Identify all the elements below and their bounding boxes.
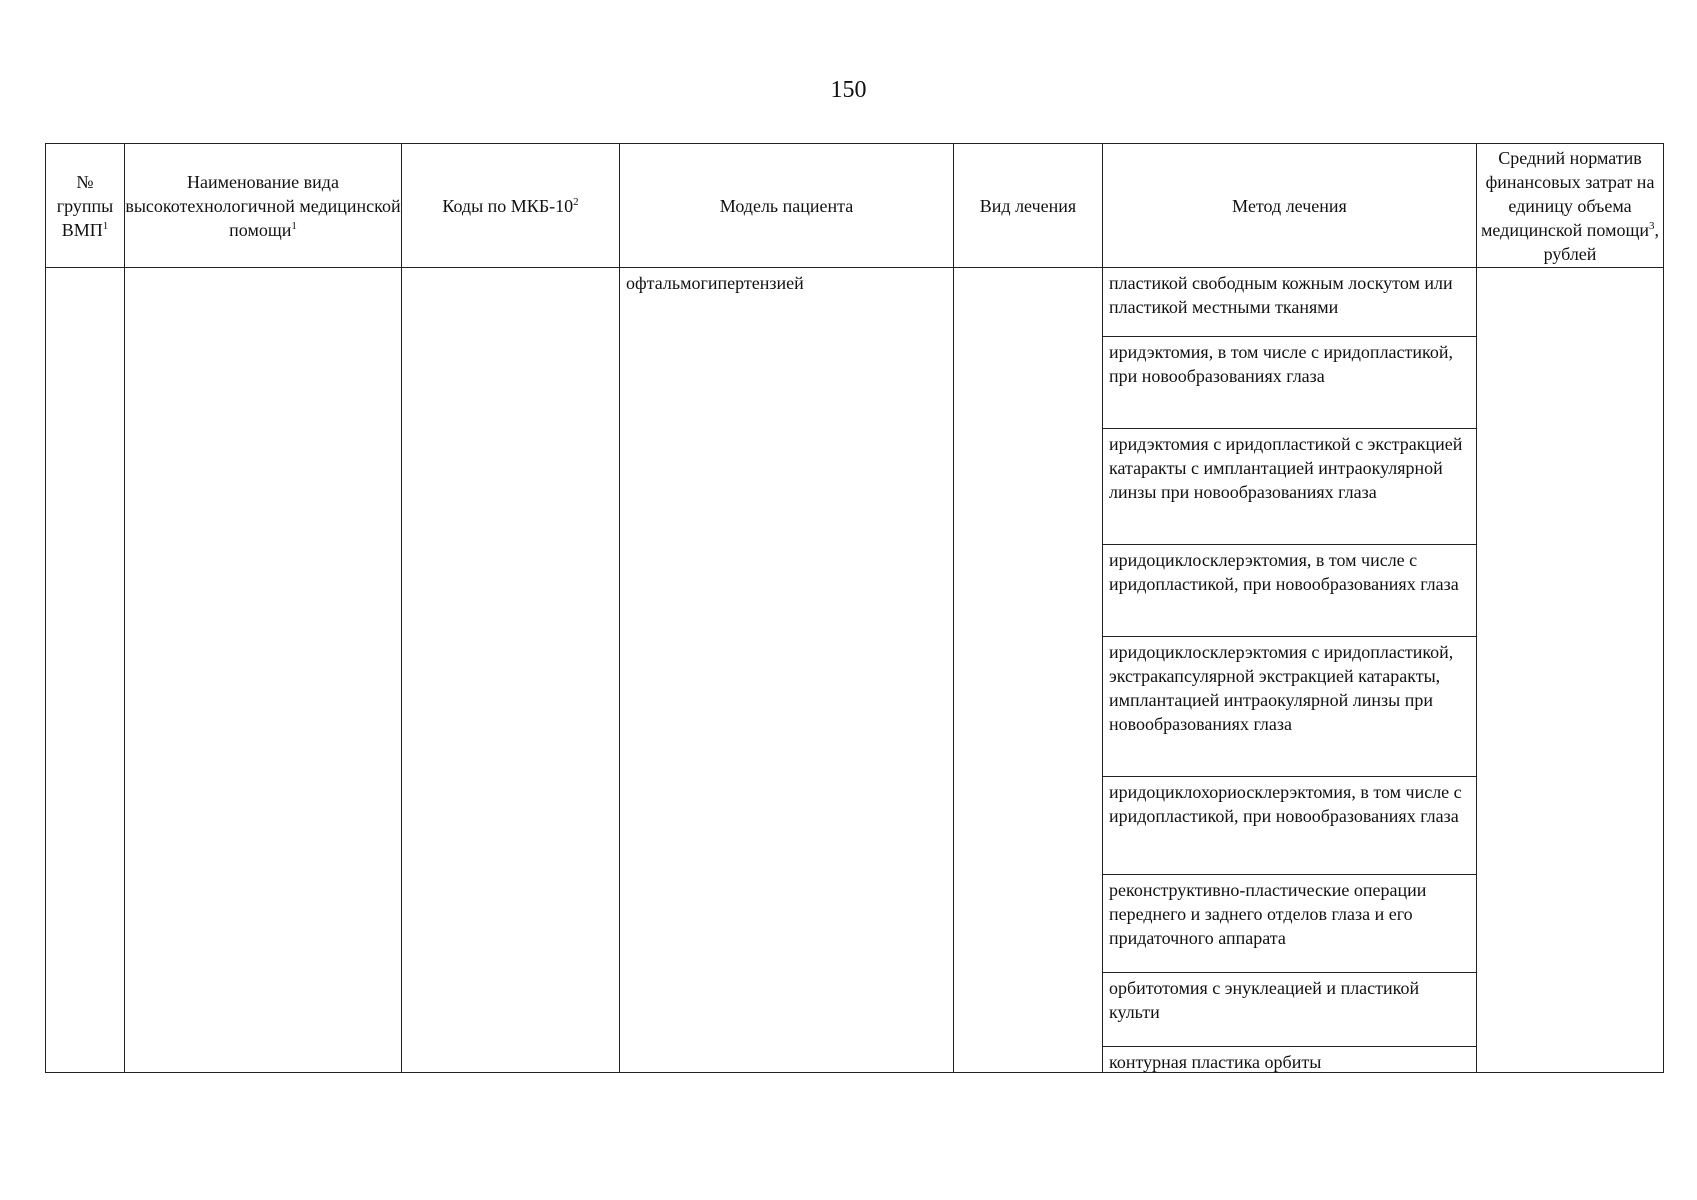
method-item: иридоциклохориосклерэктомия, в том числе с иридопластикой, при новообразованиях глаза [1103, 777, 1476, 875]
header-financial-cost: Средний норматив финансовых затрат на единицу объема медицинской помощи$^3$, рублей [1477, 144, 1664, 268]
method-item: реконструктивно-пластические операции переднего и заднего отделов глаза и его придаточного аппарата [1103, 875, 1476, 973]
method-item: контурная пластика орбиты [1109, 1052, 1322, 1072]
cell-care-type-name [125, 268, 402, 1073]
cell-patient-model [620, 268, 954, 1073]
cell-treatment-methods [1103, 268, 1477, 1073]
method-item: иридэктомия, в том числе с иридопластикой, при новообразованиях глаза [1103, 337, 1476, 429]
header-group-number: № группы ВМП$^1$ [46, 144, 125, 268]
vmp-table [45, 143, 1664, 1073]
cell-icd10-codes [402, 268, 620, 1073]
cell-group-number [46, 268, 125, 1073]
method-item: иридэктомия с иридопластикой с экстракцией катаракты с имплантацией интраокулярной линзы при новообразованиях глаза [1103, 429, 1476, 545]
method-item: иридоциклосклерэктомия с иридопластикой, экстракапсулярной экстракцией катаракты, имплантацией интраокулярной линзы при новообразованиях глаза [1103, 637, 1476, 777]
header-patient-model: Модель пациента [620, 144, 954, 268]
page-number: 150 [830, 77, 867, 103]
method-item: пластикой свободным кожным лоскутом или пластикой местными тканями [1103, 268, 1476, 337]
patient-model-text: офтальмогипертензией [626, 273, 804, 293]
method-item: иридоциклосклерэктомия, в том числе с иридопластикой, при новообразованиях глаза [1103, 545, 1476, 637]
header-treatment-type: Вид лечения [954, 144, 1103, 268]
header-treatment-method: Метод лечения [1103, 144, 1477, 268]
table-row [46, 268, 1664, 1073]
method-item: орбитотомия с энуклеацией и пластикой культи [1103, 973, 1476, 1047]
header-care-type-name: Наименование вида высокотехнологичной медицинской помощи$^1$ [125, 144, 402, 268]
cell-treatment-type [954, 268, 1103, 1073]
header-icd10-codes: Коды по МКБ-$10^2$ [402, 144, 620, 268]
cell-financial-cost [1477, 268, 1664, 1073]
table-header-row [46, 144, 1664, 268]
